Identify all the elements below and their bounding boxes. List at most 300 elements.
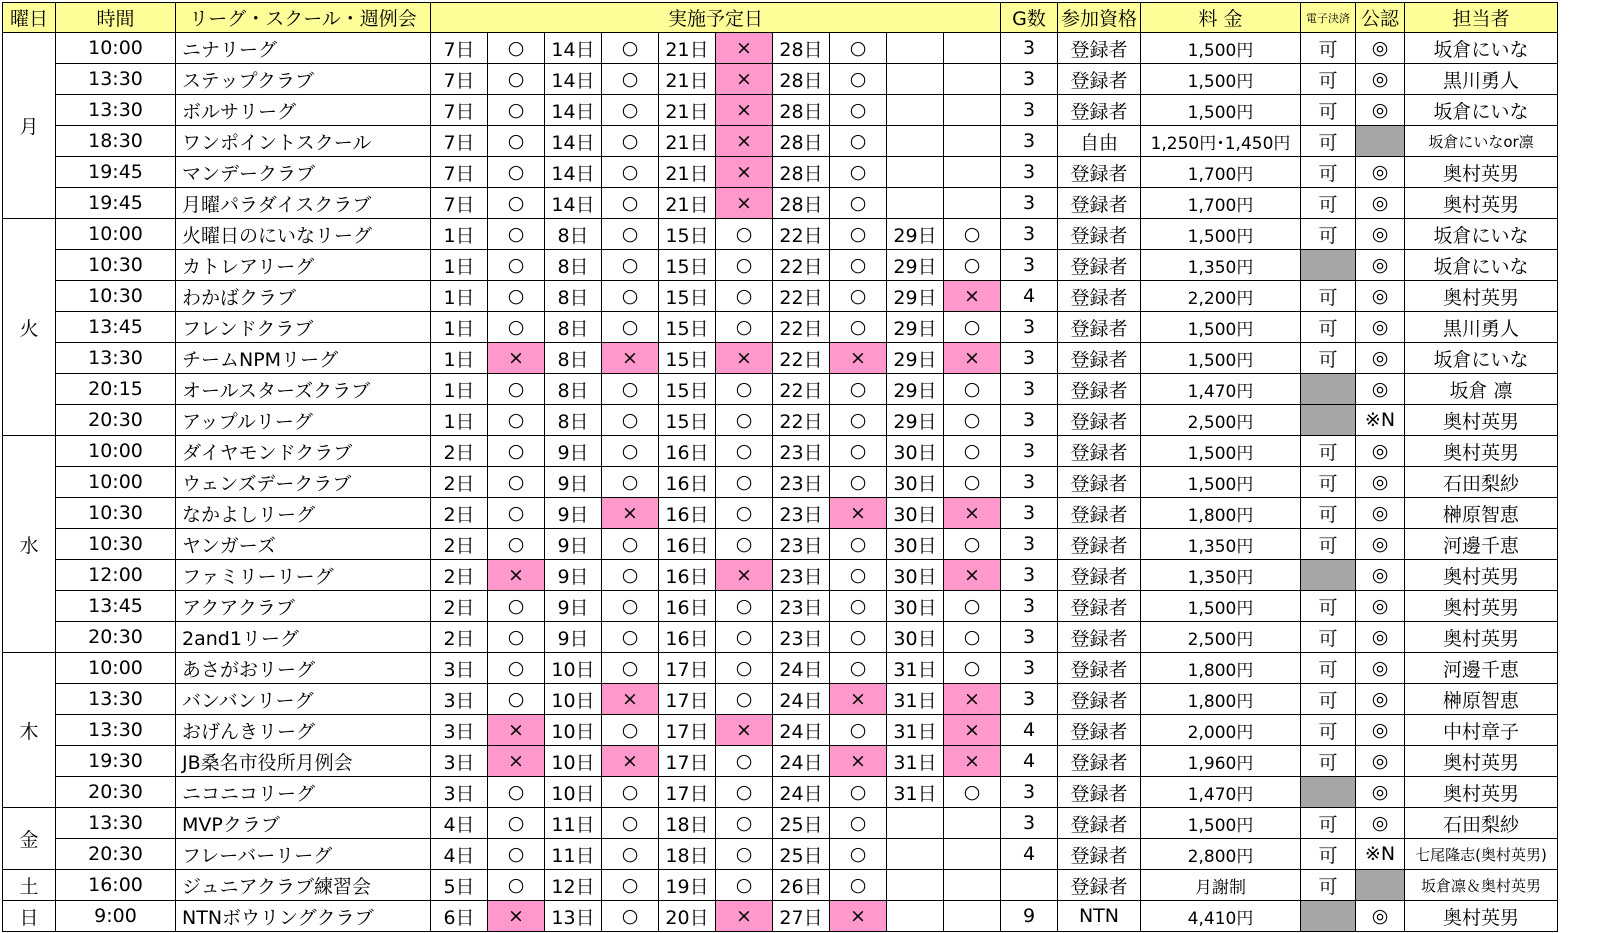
date-cell: 13日	[545, 901, 602, 932]
table-row	[3, 622, 1558, 653]
status-cell: ×	[602, 343, 659, 374]
league-name: ワンポイントスクール	[176, 126, 431, 157]
status-cell: ○	[488, 33, 545, 64]
status-cell: ×	[716, 188, 773, 219]
status-cell: ×	[716, 33, 773, 64]
epay-cell: 可	[1301, 343, 1356, 374]
header-epay: 電子決済	[1301, 3, 1356, 33]
staff-cell: 七尾隆志(奥村英男)	[1405, 839, 1558, 870]
official-cell: ◎	[1356, 777, 1405, 808]
date-cell: 17日	[659, 777, 716, 808]
date-cell: 3日	[431, 777, 488, 808]
games-cell: 3	[1001, 622, 1058, 653]
table-row	[3, 312, 1558, 343]
date-cell: 27日	[773, 901, 830, 932]
date-cell: 7日	[431, 33, 488, 64]
date-cell: 8日	[545, 250, 602, 281]
staff-cell: 坂倉 凛	[1405, 374, 1558, 405]
official-cell: ◎	[1356, 746, 1405, 777]
date-cell: 3日	[431, 746, 488, 777]
date-cell: 4日	[431, 808, 488, 839]
staff-cell: 奥村英男	[1405, 560, 1558, 591]
status-cell: ○	[830, 374, 887, 405]
date-cell: 17日	[659, 746, 716, 777]
epay-cell: 可	[1301, 95, 1356, 126]
epay-cell: 可	[1301, 64, 1356, 95]
games-cell: 3	[1001, 33, 1058, 64]
staff-cell: 坂倉にいな	[1405, 33, 1558, 64]
time-cell: 10:00	[56, 653, 176, 684]
status-cell: ○	[716, 281, 773, 312]
staff-cell: 中村章子	[1405, 715, 1558, 746]
qualification-cell: 登録者	[1058, 436, 1141, 467]
status-cell: ○	[830, 653, 887, 684]
official-cell: ※N	[1356, 405, 1405, 436]
epay-cell: 可	[1301, 529, 1356, 560]
league-name: オールスターズクラブ	[176, 374, 431, 405]
status-cell: ○	[488, 777, 545, 808]
status-cell: ○	[488, 808, 545, 839]
header-games: G数	[1001, 3, 1058, 33]
league-name: 2and1リーグ	[176, 622, 431, 653]
date-cell: 22日	[773, 281, 830, 312]
fee-cell: 1,960円	[1141, 746, 1301, 777]
status-cell: ○	[716, 777, 773, 808]
staff-cell: 坂倉凛＆奥村英男	[1405, 870, 1558, 901]
status-cell: ×	[830, 684, 887, 715]
league-name: ファミリーリーグ	[176, 560, 431, 591]
status-cell: ○	[488, 157, 545, 188]
table-row	[3, 839, 1558, 870]
date-cell: 30日	[887, 560, 944, 591]
date-cell: 15日	[659, 343, 716, 374]
date-cell: 17日	[659, 684, 716, 715]
status-cell: ○	[488, 281, 545, 312]
official-cell: ※N	[1356, 839, 1405, 870]
date-cell: 8日	[545, 374, 602, 405]
status-cell: ○	[602, 250, 659, 281]
status-cell: ○	[716, 436, 773, 467]
status-cell: ○	[944, 591, 1001, 622]
date-cell: 7日	[431, 188, 488, 219]
date-cell: 21日	[659, 95, 716, 126]
staff-cell: 河邊千恵	[1405, 653, 1558, 684]
status-cell: ×	[830, 746, 887, 777]
staff-cell: 奥村英男	[1405, 157, 1558, 188]
date-cell: 22日	[773, 219, 830, 250]
date-cell: 9日	[545, 498, 602, 529]
date-cell: 18日	[659, 808, 716, 839]
status-cell: ○	[716, 808, 773, 839]
status-cell: ○	[488, 684, 545, 715]
league-name: ダイヤモンドクラブ	[176, 436, 431, 467]
table-row	[3, 95, 1558, 126]
date-cell: 9日	[545, 529, 602, 560]
qualification-cell: 登録者	[1058, 281, 1141, 312]
date-cell: 14日	[545, 64, 602, 95]
status-cell: ×	[488, 746, 545, 777]
header-official: 公認	[1356, 3, 1405, 33]
date-cell: 14日	[545, 126, 602, 157]
status-cell: ○	[716, 498, 773, 529]
table-row	[3, 467, 1558, 498]
games-cell: 3	[1001, 684, 1058, 715]
fee-cell: 1,800円	[1141, 684, 1301, 715]
table-row	[3, 684, 1558, 715]
status-cell: ○	[716, 653, 773, 684]
qualification-cell: 登録者	[1058, 529, 1141, 560]
date-cell	[887, 126, 944, 157]
date-cell: 16日	[659, 436, 716, 467]
league-name: チームNPMリーグ	[176, 343, 431, 374]
epay-cell: 可	[1301, 715, 1356, 746]
status-cell: ○	[716, 405, 773, 436]
status-cell: ○	[602, 591, 659, 622]
league-name: あさがおリーグ	[176, 653, 431, 684]
time-cell: 20:30	[56, 839, 176, 870]
fee-cell: 1,700円	[1141, 157, 1301, 188]
qualification-cell: 登録者	[1058, 33, 1141, 64]
date-cell	[887, 64, 944, 95]
status-cell	[944, 901, 1001, 932]
games-cell: 3	[1001, 591, 1058, 622]
status-cell: ○	[602, 33, 659, 64]
table-row	[3, 870, 1558, 901]
staff-cell: 坂倉にいなor凛	[1405, 126, 1558, 157]
table-row	[3, 901, 1558, 932]
table-row	[3, 498, 1558, 529]
status-cell: ○	[602, 467, 659, 498]
status-cell: ×	[716, 343, 773, 374]
games-cell: 3	[1001, 157, 1058, 188]
date-cell: 3日	[431, 684, 488, 715]
status-cell: ○	[602, 281, 659, 312]
table-row	[3, 591, 1558, 622]
qualification-cell: 登録者	[1058, 405, 1141, 436]
fee-cell: 1,500円	[1141, 436, 1301, 467]
fee-cell: 1,500円	[1141, 343, 1301, 374]
staff-cell: 坂倉にいな	[1405, 219, 1558, 250]
table-row	[3, 281, 1558, 312]
date-cell: 8日	[545, 343, 602, 374]
qualification-cell: 登録者	[1058, 312, 1141, 343]
games-cell: 3	[1001, 777, 1058, 808]
status-cell: ○	[488, 653, 545, 684]
table-row	[3, 808, 1558, 839]
staff-cell: 榊原智恵	[1405, 684, 1558, 715]
table-row	[3, 715, 1558, 746]
staff-cell: 坂倉にいな	[1405, 250, 1558, 281]
epay-cell: 可	[1301, 467, 1356, 498]
status-cell: ○	[488, 622, 545, 653]
status-cell: ×	[602, 684, 659, 715]
status-cell: ○	[716, 467, 773, 498]
date-cell: 15日	[659, 219, 716, 250]
date-cell: 14日	[545, 95, 602, 126]
status-cell: ○	[716, 591, 773, 622]
fee-cell: 2,800円	[1141, 839, 1301, 870]
official-cell: ◎	[1356, 529, 1405, 560]
status-cell	[944, 808, 1001, 839]
fee-cell: 1,500円	[1141, 808, 1301, 839]
date-cell: 1日	[431, 219, 488, 250]
date-cell: 2日	[431, 436, 488, 467]
epay-cell: 可	[1301, 188, 1356, 219]
date-cell: 19日	[659, 870, 716, 901]
date-cell	[887, 95, 944, 126]
date-cell: 28日	[773, 64, 830, 95]
status-cell: ○	[830, 622, 887, 653]
official-cell: ◎	[1356, 560, 1405, 591]
table-row	[3, 777, 1558, 808]
staff-cell: 坂倉にいな	[1405, 95, 1558, 126]
status-cell: ○	[602, 312, 659, 343]
status-cell: ×	[944, 281, 1001, 312]
date-cell: 2日	[431, 498, 488, 529]
qualification-cell: 登録者	[1058, 808, 1141, 839]
date-cell: 9日	[545, 591, 602, 622]
date-cell	[887, 839, 944, 870]
games-cell: 9	[1001, 901, 1058, 932]
status-cell: ○	[488, 529, 545, 560]
status-cell: ○	[602, 808, 659, 839]
status-cell	[944, 95, 1001, 126]
status-cell: ×	[488, 343, 545, 374]
status-cell: ×	[716, 126, 773, 157]
status-cell: ○	[602, 188, 659, 219]
status-cell: ○	[602, 529, 659, 560]
epay-cell: 可	[1301, 684, 1356, 715]
games-cell: 3	[1001, 219, 1058, 250]
status-cell: ×	[716, 560, 773, 591]
official-cell: ◎	[1356, 343, 1405, 374]
date-cell: 4日	[431, 839, 488, 870]
date-cell: 28日	[773, 188, 830, 219]
status-cell: ○	[944, 219, 1001, 250]
qualification-cell: 登録者	[1058, 343, 1141, 374]
time-cell: 13:30	[56, 684, 176, 715]
official-cell: ◎	[1356, 684, 1405, 715]
date-cell: 10日	[545, 684, 602, 715]
date-cell: 24日	[773, 777, 830, 808]
league-name: JB桑名市役所月例会	[176, 746, 431, 777]
status-cell: ○	[830, 95, 887, 126]
date-cell: 1日	[431, 343, 488, 374]
games-cell: 3	[1001, 436, 1058, 467]
header-qualification: 参加資格	[1058, 3, 1141, 33]
date-cell: 10日	[545, 746, 602, 777]
time-cell: 13:30	[56, 715, 176, 746]
date-cell: 2日	[431, 622, 488, 653]
status-cell: ○	[602, 870, 659, 901]
table-row	[3, 653, 1558, 684]
league-name: なかよしリーグ	[176, 498, 431, 529]
games-cell: 3	[1001, 64, 1058, 95]
status-cell: ○	[830, 33, 887, 64]
date-cell: 16日	[659, 529, 716, 560]
fee-cell: 1,350円	[1141, 529, 1301, 560]
date-cell: 24日	[773, 653, 830, 684]
staff-cell: 榊原智恵	[1405, 498, 1558, 529]
league-name: カトレアリーグ	[176, 250, 431, 281]
status-cell: ○	[944, 436, 1001, 467]
date-cell: 11日	[545, 839, 602, 870]
table-row	[3, 188, 1558, 219]
epay-cell: 可	[1301, 622, 1356, 653]
official-cell	[1356, 870, 1405, 901]
date-cell: 1日	[431, 312, 488, 343]
status-cell: ○	[944, 777, 1001, 808]
date-cell: 22日	[773, 374, 830, 405]
status-cell: ○	[830, 405, 887, 436]
date-cell: 6日	[431, 901, 488, 932]
date-cell: 28日	[773, 95, 830, 126]
status-cell: ×	[716, 157, 773, 188]
date-cell: 9日	[545, 467, 602, 498]
time-cell: 16:00	[56, 870, 176, 901]
epay-cell: 可	[1301, 219, 1356, 250]
date-cell: 22日	[773, 405, 830, 436]
header-row	[3, 3, 1558, 33]
time-cell: 19:45	[56, 157, 176, 188]
time-cell: 13:30	[56, 343, 176, 374]
status-cell: ○	[830, 281, 887, 312]
status-cell: ○	[944, 405, 1001, 436]
league-name: 月曜パラダイスクラブ	[176, 188, 431, 219]
status-cell: ○	[830, 250, 887, 281]
status-cell: ○	[488, 188, 545, 219]
staff-cell: 奥村英男	[1405, 405, 1558, 436]
date-cell: 8日	[545, 281, 602, 312]
qualification-cell: 登録者	[1058, 467, 1141, 498]
schedule-body	[3, 33, 1558, 932]
official-cell: ◎	[1356, 436, 1405, 467]
date-cell: 21日	[659, 64, 716, 95]
epay-cell: 可	[1301, 808, 1356, 839]
table-row	[3, 529, 1558, 560]
schedule-table	[2, 2, 1558, 932]
status-cell: ○	[944, 312, 1001, 343]
date-cell: 3日	[431, 715, 488, 746]
status-cell: ○	[602, 777, 659, 808]
date-cell: 21日	[659, 126, 716, 157]
status-cell: ○	[602, 64, 659, 95]
date-cell: 23日	[773, 498, 830, 529]
time-cell: 12:00	[56, 560, 176, 591]
qualification-cell: 登録者	[1058, 591, 1141, 622]
date-cell: 29日	[887, 343, 944, 374]
date-cell: 10日	[545, 777, 602, 808]
date-cell: 16日	[659, 622, 716, 653]
staff-cell: 奥村英男	[1405, 777, 1558, 808]
table-row	[3, 746, 1558, 777]
time-cell: 20:30	[56, 405, 176, 436]
date-cell: 29日	[887, 374, 944, 405]
official-cell: ◎	[1356, 157, 1405, 188]
fee-cell: 4,410円	[1141, 901, 1301, 932]
date-cell: 15日	[659, 405, 716, 436]
day-cell: 日	[3, 901, 56, 932]
date-cell: 12日	[545, 870, 602, 901]
time-cell: 20:30	[56, 777, 176, 808]
staff-cell: 黒川勇人	[1405, 64, 1558, 95]
date-cell: 30日	[887, 467, 944, 498]
date-cell: 1日	[431, 250, 488, 281]
date-cell: 16日	[659, 560, 716, 591]
status-cell: ○	[830, 591, 887, 622]
status-cell: ○	[488, 374, 545, 405]
date-cell	[887, 157, 944, 188]
staff-cell: 奥村英男	[1405, 436, 1558, 467]
epay-cell: 可	[1301, 281, 1356, 312]
date-cell: 9日	[545, 436, 602, 467]
qualification-cell: 自由	[1058, 126, 1141, 157]
date-cell: 24日	[773, 746, 830, 777]
time-cell: 13:45	[56, 591, 176, 622]
status-cell: ×	[830, 901, 887, 932]
epay-cell: 可	[1301, 312, 1356, 343]
status-cell: ○	[488, 870, 545, 901]
time-cell: 19:45	[56, 188, 176, 219]
status-cell: ○	[602, 374, 659, 405]
epay-cell: 可	[1301, 436, 1356, 467]
date-cell: 16日	[659, 591, 716, 622]
status-cell: ○	[716, 219, 773, 250]
date-cell: 7日	[431, 157, 488, 188]
fee-cell: 1,500円	[1141, 312, 1301, 343]
staff-cell: 奥村英男	[1405, 281, 1558, 312]
day-cell: 月	[3, 33, 56, 219]
date-cell: 15日	[659, 281, 716, 312]
status-cell: ○	[716, 684, 773, 715]
status-cell: ×	[716, 95, 773, 126]
official-cell: ◎	[1356, 653, 1405, 684]
time-cell: 10:30	[56, 250, 176, 281]
table-row	[3, 560, 1558, 591]
status-cell: ○	[944, 653, 1001, 684]
date-cell: 22日	[773, 250, 830, 281]
fee-cell: 1,500円	[1141, 64, 1301, 95]
games-cell: 3	[1001, 126, 1058, 157]
status-cell: ×	[944, 746, 1001, 777]
date-cell	[887, 901, 944, 932]
official-cell: ◎	[1356, 808, 1405, 839]
league-name: フレーバーリーグ	[176, 839, 431, 870]
league-name: NTNボウリングクラブ	[176, 901, 431, 932]
status-cell: ○	[488, 839, 545, 870]
date-cell: 2日	[431, 529, 488, 560]
status-cell	[944, 33, 1001, 64]
status-cell: ○	[830, 715, 887, 746]
status-cell	[944, 839, 1001, 870]
qualification-cell: 登録者	[1058, 684, 1141, 715]
date-cell: 21日	[659, 33, 716, 64]
date-cell: 23日	[773, 622, 830, 653]
league-name: ステップクラブ	[176, 64, 431, 95]
table-row	[3, 374, 1558, 405]
status-cell: ○	[716, 622, 773, 653]
date-cell: 29日	[887, 405, 944, 436]
time-cell: 13:30	[56, 64, 176, 95]
status-cell: ○	[602, 653, 659, 684]
status-cell: ×	[830, 498, 887, 529]
games-cell: 3	[1001, 529, 1058, 560]
status-cell: ○	[602, 219, 659, 250]
date-cell: 24日	[773, 684, 830, 715]
official-cell: ◎	[1356, 374, 1405, 405]
day-cell: 木	[3, 653, 56, 808]
header-staff: 担当者	[1405, 3, 1558, 33]
